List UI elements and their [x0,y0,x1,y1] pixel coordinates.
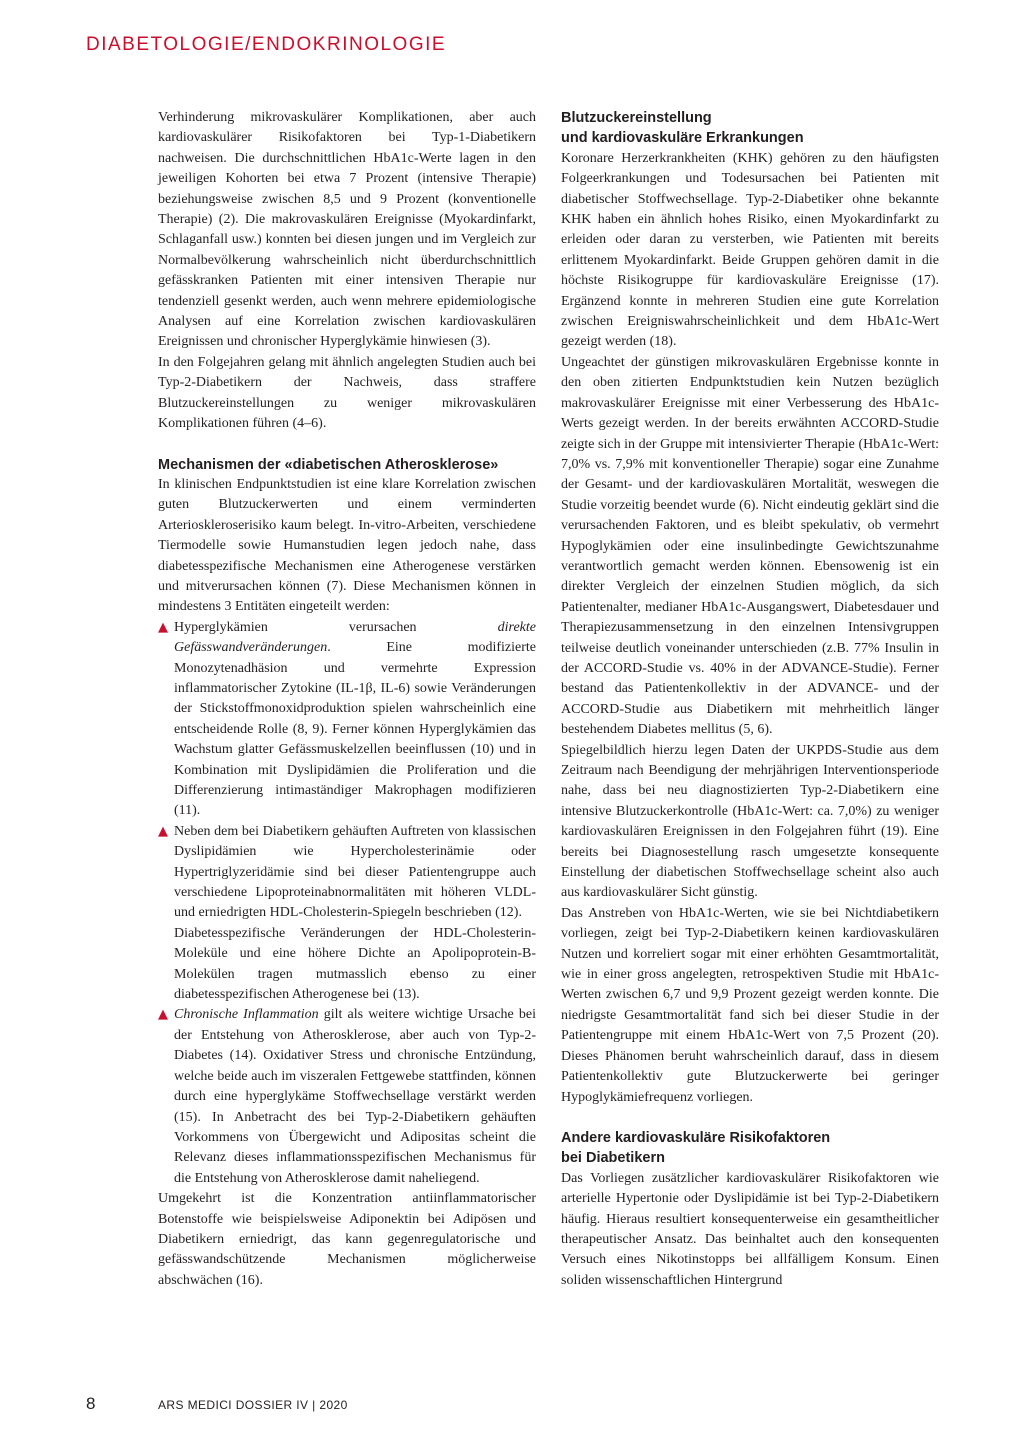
bullet-emphasis: direkte Gefässwandveränderungen [174,619,536,656]
list-item [158,1005,536,1189]
paragraph: Ungeachtet der günstigen mikrovaskulären Ergebnisse konnte in den oben zitierten Endpunktstudien kein Nutzen bezüglich makrovaskulärer Ereignisse mit einer Verbesserung des HbA1c-Werts gezeigt werden. In der bereits erwähnten ACCORD-Studie zeigte sich in der Gruppe mit intensivierter Therapie (HbA1c-Wert: 7,0% vs. 7,9% mit konventioneller Therapie) sogar eine Zunahme der Gesamt- und der kardiovaskulären Mortalität, weswegen die Studie vorzeitig beendet wurde (6). Nicht eindeutig geklärt sind die verursachenden Faktoren, und es bleibt spekulativ, ob vermehrt Hypoglykämien oder eine insulinbedingte Gewichtszunahme verantwortlich gemacht werden können. Ebensowenig ist ein direkter Vergleich der einzelnen Studien möglich, da sich Patientenalter, medianer HbA1c-Ausgangswert, Diabetesdauer und Therapiezusammensetzung in den einzelnen Intensivgruppen teilweise deutlich voneinander unterschieden (z.B. 77% Insulin in der ACCORD-Studie vs. 40% in der ADVANCE-Studie). Ferner bestand das Patientenkollektiv in der ADVANCE- und der ACCORD-Studie aus Diabetikern mit mehrheitlich länger bestehendem Diabetes mellitus (5, 6). [561,354,939,738]
heading-line: und kardiovaskuläre Erkrankungen [561,130,804,147]
page-number: 8 [86,1394,96,1413]
heading-line: bei Diabetikern [561,1150,665,1167]
bullet-text: . Eine modifizierte Monozytenadhäsion und vermehrte Expression inflammatorischer Zytokine (IL-1β, IL-6) sowie Veränderungen der Stickstoffmonoxidproduktion spielen wahrscheinlich eine entscheidende Rolle (8, 9). Ferner können Hyperglykämien das Wachstum glatter Gefässmuskelzellen beeinflussen (10) und in Kombination mit Dyslipidämien die Proliferation und die Differenzierung intimaständiger Makrophagen modifizieren (11). [174,640,536,819]
paragraph: Verhinderung mikrovaskulärer Komplikationen, aber auch kardiovaskulärer Risikofaktoren bei Typ-1-Diabetikern nachweisen. Die durchschnittlichen HbA1c-Werte lagen in den jeweiligen Kohorten bei etwa 7 Prozent (intensive Therapie) beziehungsweise zwischen 8,5 und 9 Prozent (konventionelle Therapie) (2). Die makrovaskulären Ereignisse (Myokardinfarkt, Schlaganfall usw.) konnten bei diesen jungen und im Vergleich zur Normalbevölkerung wahrscheinlich nicht überdurchschnittlich gefässkranken Patienten mit einer intensiven Therapie nur tendenziell gesenkt werden, auch wenn mehrere epidemiologische Analysen auf eine Korrelation zwischen kardiovaskulären Ereignissen und chronischer Hyperglykämie hinwiesen (3). [158,110,536,350]
paragraph: In klinischen Endpunktstudien ist eine klare Korrelation zwischen guten Blutzuckerwerten und einem verminderten Arterioskleroserisiko kaum belegt. In-vitro-Arbeiten, verschiedene Tiermodelle sowie Humanstudien legen jedoch nahe, dass diabetesspezifische Mechanismen eine Atherogenese verstärken und mitverursachen können (7). Diese Mechanismen können in mindestens 3 Entitäten eingeteilt werden: [158,476,536,615]
triangle-bullet-icon: ▲ [158,823,168,839]
paragraph: Spiegelbildlich hierzu legen Daten der UKPDS-Studie aus dem Zeitraum nach Beendigung der mehrjährigen Interventionsperiode nahe, dass bei neu diagnostizierten Typ-2-Diabetikern eine intensive Blutzuckerkontrolle (HbA1c-Wert: ca. 7,0%) zu weniger kardiovaskulären Ereignissen in den Folgejahren führt (19). Eine bereits bei Diagnosestellung rasch umgesetzte konsequente Einstellung der diabetischen Stoffwechsellage scheint also auch aus kardiovaskulärer Sicht günstig. [561,742,939,901]
right-column [561,108,939,1291]
bullet-continuation: Diabetesspezifische Veränderungen der HDL-Cholesterin-Moleküle und eine höhere Dichte an Apolipoprotein-B-Molekülen tragen mutmasslich ebenso zu einer diabetesspezifischen Atherogenese bei (13). [174,925,536,1003]
triangle-bullet-icon: ▲ [158,619,168,635]
bullet-emphasis: Chronische Inflammation [174,1007,319,1023]
section-title: DIABETOLOGIE/ENDOKRINOLOGIE [86,34,447,55]
paragraph: Koronare Herzerkrankheiten (KHK) gehören zu den häufigsten Folgeerkrankungen und Todesursachen bei Patienten mit diabetischer Stoffwechsellage. Typ-2-Diabetiker ohne bekannte KHK haben ein ähnlich hohes Risiko, einen Myokardinfarkt zu erleiden oder daran zu versterben, wie Patienten mit bereits erlittenem Myokardinfarkt. Beide Gruppen gehören damit in die höchste Risikogruppe für kardiovaskuläre Ereignisse (17). Ergänzend konnte in mehreren Studien eine gute Korrelation zwischen Ereigniswahrscheinlichkeit und dem HbA1c-Wert gezeigt werden (18). [561,150,939,350]
section-heading [561,1128,939,1169]
paragraph: Das Anstreben von HbA1c-Werten, wie sie bei Nichtdiabetikern vorliegen, zeigt bei Typ-2-Diabetikern keinen kardiovaskulären Nutzen und korreliert sogar mit einer erhöhten Gesamtmortalität, wie in einer gross angelegten, retrospektiven Studie mit HbA1c-Werten zwischen 6,7 und 9,9 Prozent gezeigt werden konnte. Die niedrigste Gesamtmortalität fand sich bei dieser Studie in der Patientengruppe mit einem HbA1c-Wert von 7,5 Prozent (20). Dieses Phänomen beruht wahrscheinlich darauf, dass in diesem Patientenkollektiv gute Blutzuckerwerte bei geringer Hypoglykämiefrequenz vorliegen. [561,905,939,1105]
triangle-bullet-icon: ▲ [158,1007,168,1023]
journal-footer: ARS MEDICI DOSSIER IV | 2020 [158,1398,348,1412]
paragraph: Das Vorliegen zusätzlicher kardiovaskulärer Risikofaktoren wie arterielle Hypertonie oder Dyslipidämie ist bei Typ-2-Diabetikern häufig. Hieraus resultiert konsequenterweise ein gesamtheitlicher therapeutischer Ansatz. Das beinhaltet auch den konsequenten Versuch eines Nikotinstopps bei allfälligem Konsum. Einen soliden wissenschaftlichen Hintergrund [561,1170,939,1288]
bullet-text: Hyperglykämien verursachen [174,619,498,635]
paragraph: In den Folgejahren gelang mit ähnlich angelegten Studien auch bei Typ-2-Diabetikern der Nachweis, dass straffere Blutzuckereinstellungen zu weniger mikrovaskulären Komplikationen führen (4–6). [158,354,536,432]
list-item [158,618,536,822]
list-item [158,822,536,924]
heading-line: Blutzuckereinstellung [561,110,712,126]
heading-line: Andere kardiovaskuläre Risikofaktoren [561,1129,831,1146]
bullet-text: gilt als weitere wichtige Ursache bei der Entstehung von Atherosklerose, aber auch von Typ-2-Diabetes (14). Oxidativer Stress und chronische Entzündung, welche beide auch im viszeralen Fettgewebe stattfinden, können durch eine hyperglykäme Stoffwechsellage verstärkt werden (15). In Anbetracht des bei Typ-2-Diabetikern gehäuften Vorkommens von Übergewicht und Adipositas scheint die Relevanz dieses inflammationsspezifischen Mechanismus für die Entstehung von Atherosklerose damit naheliegend. [174,1007,536,1186]
section-heading [561,108,939,149]
left-column [158,108,536,1291]
paragraph: Umgekehrt ist die Konzentration antiinflammatorischer Botenstoffe wie beispielsweise Adiponektin bei Adipösen und Diabetikern erniedrigt, das kann gegenregulatorische und gefässwandschützende Mechanismen möglicherweise abschwächen (16). [158,1191,536,1288]
bullet-text: Neben dem bei Diabetikern gehäuften Auftreten von klassischen Dyslipidämien wie Hypercholesterinämie oder Hypertriglyzeridämie sind bei dieser Patientengruppe auch verschiedene Lipoproteinabnormalitäten mit höheren VLDL- und erniedrigten HDL-Cholesterin-Spiegeln beschrieben (12). [174,823,536,921]
section-heading: Mechanismen der «diabetischen Atherosklerose» [158,456,499,473]
